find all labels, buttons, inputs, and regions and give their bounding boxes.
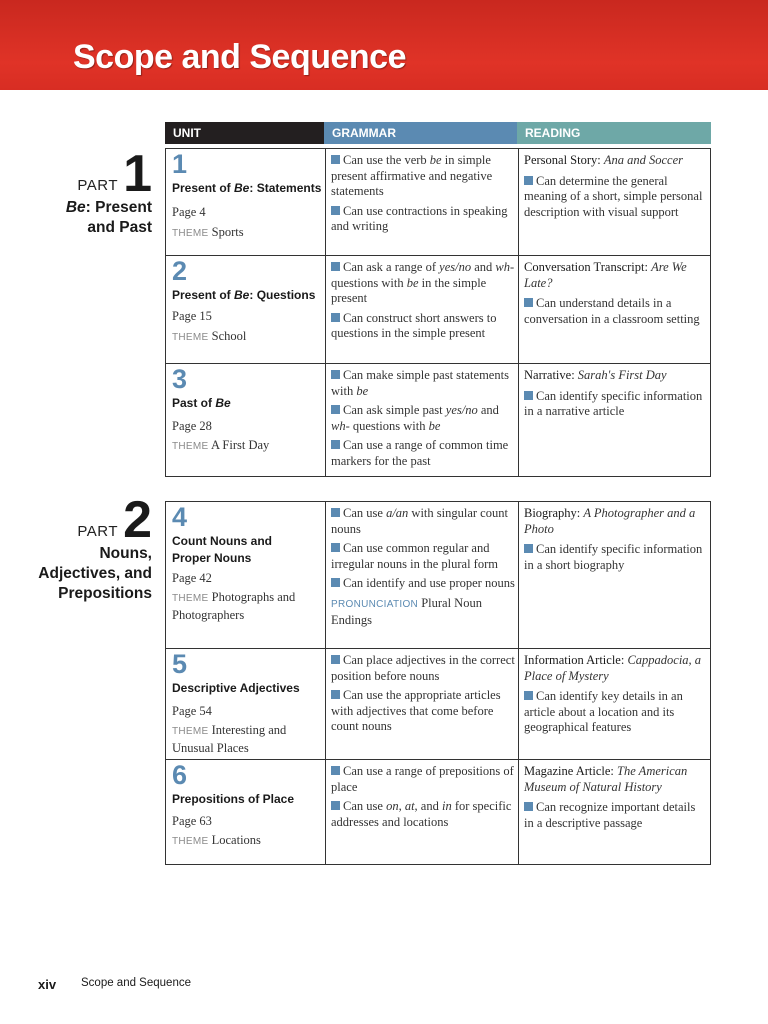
bullet-square-icon	[524, 176, 533, 185]
unit-page: Page 15	[172, 309, 212, 323]
reading-title: Conversation Transcript: Are We Late?	[524, 260, 687, 290]
part-1-label	[0, 145, 152, 238]
unit-title: Count Nouns and Proper Nouns	[172, 534, 272, 565]
bullet-square-icon	[331, 655, 340, 664]
grammar-item: Can ask simple past yes/no and wh- questions with be	[331, 403, 499, 433]
reading-item: Can identify specific information in a narrative article	[524, 388, 703, 419]
part-2-label	[0, 491, 152, 604]
reading-title: Personal Story: Ana and Soccer	[524, 153, 684, 167]
unit-row	[165, 759, 711, 865]
unit-cell	[166, 649, 326, 759]
reading-cell	[518, 149, 710, 255]
grammar-cell	[325, 364, 519, 476]
part-number: 2	[123, 491, 152, 549]
page-footer	[38, 976, 191, 994]
reading-column-header: READING	[517, 122, 711, 144]
grammar-cell	[325, 760, 519, 864]
reading-item: Can understand details in a conversation in a classroom setting	[524, 296, 700, 326]
part-word: PART	[77, 523, 118, 540]
unit-cell	[166, 256, 326, 363]
bullet-square-icon	[331, 370, 340, 379]
unit-page: Page 4	[172, 205, 206, 219]
unit-page: Page 28	[172, 419, 212, 433]
unit-cell	[166, 760, 326, 864]
bullet-square-icon	[331, 262, 340, 271]
bullet-square-icon	[524, 691, 533, 700]
unit-theme: THEME A First Day	[172, 438, 270, 452]
unit-title: Present of Be: Questions	[172, 288, 316, 302]
unit-column-header: UNIT	[165, 122, 324, 144]
grammar-item: Can make simple past statements with be	[331, 368, 509, 398]
page-title: Scope and Sequence	[73, 38, 406, 76]
unit-page: Page 63	[172, 814, 212, 828]
grammar-item: Can use a/an with singular count nouns	[331, 506, 508, 536]
bullet-square-icon	[524, 391, 533, 400]
unit-theme: THEME Interesting and Unusual Places	[172, 723, 287, 755]
unit-row	[165, 648, 711, 760]
grammar-item: Can use a range of common time markers for the past	[331, 438, 509, 468]
unit-number: 6	[172, 760, 188, 790]
bullet-square-icon	[524, 802, 533, 811]
unit-row	[165, 148, 711, 256]
unit-title: Past of Be	[172, 396, 231, 410]
grammar-item: Can construct short answers to questions in the simple present	[331, 310, 497, 341]
grammar-item: Can place adjectives in the correct position before nouns	[331, 653, 515, 683]
reading-cell	[518, 364, 710, 476]
unit-number: 3	[172, 364, 188, 394]
bullet-square-icon	[331, 801, 340, 810]
reading-item: Can identify specific information in a short biography	[524, 542, 703, 572]
grammar-item: Can use contractions in speaking and writing	[331, 203, 508, 234]
bullet-square-icon	[331, 766, 340, 775]
reading-cell	[518, 760, 710, 864]
grammar-item: Can identify and use proper nouns	[331, 576, 515, 592]
bullet-square-icon	[331, 405, 340, 414]
reading-title: Biography: A Photographer and a Photo	[524, 506, 696, 536]
unit-row	[165, 363, 711, 477]
unit-number: 4	[172, 502, 188, 532]
reading-title: Narrative: Sarah's First Day	[524, 368, 667, 382]
part-title: Nouns, Adjectives, and Prepositions	[38, 545, 152, 602]
title-banner	[0, 0, 768, 90]
reading-item: Can identify key details in an article about a location and its geographical features	[524, 689, 683, 735]
bullet-square-icon	[524, 298, 533, 307]
grammar-column-header: GRAMMAR	[324, 122, 517, 144]
bullet-square-icon	[331, 543, 340, 552]
unit-cell	[166, 502, 326, 648]
reading-cell	[518, 502, 710, 648]
reading-item: Can recognize important details in a descriptive passage	[524, 800, 696, 830]
bullet-square-icon	[524, 544, 533, 553]
unit-page: Page 54	[172, 704, 212, 718]
pronunciation-item: PRONUNCIATION Plural Noun Endings	[331, 595, 482, 627]
grammar-cell	[325, 649, 519, 759]
unit-theme: THEME School	[172, 329, 247, 343]
bullet-square-icon	[331, 313, 340, 322]
reading-title: Information Article: Cappadocia, a Place of Mystery	[524, 653, 702, 683]
unit-row	[165, 255, 711, 364]
grammar-item: Can use common regular and irregular nouns in the plural form	[331, 541, 498, 571]
bullet-square-icon	[331, 155, 340, 164]
unit-title: Prepositions of Place	[172, 792, 295, 806]
grammar-cell	[325, 256, 519, 363]
grammar-item: Can use a range of prepositions of place	[331, 764, 514, 794]
unit-number: 2	[172, 256, 188, 286]
grammar-item: Can ask a range of yes/no and wh- questions with be in the simple present	[331, 260, 515, 306]
unit-cell	[166, 149, 326, 255]
bullet-square-icon	[331, 206, 340, 215]
reading-cell	[518, 256, 710, 363]
bullet-square-icon	[331, 508, 340, 517]
bullet-square-icon	[331, 578, 340, 587]
footer-title: Scope and Sequence	[81, 977, 191, 989]
bullet-square-icon	[331, 690, 340, 699]
unit-page: Page 42	[172, 571, 212, 585]
grammar-item: Can use the appropriate articles with adjectives that come before count nouns	[331, 688, 501, 734]
bullet-square-icon	[331, 440, 340, 449]
unit-theme: THEME Photographs and Photographers	[172, 590, 296, 622]
unit-cell	[166, 364, 326, 476]
unit-number: 1	[172, 149, 188, 179]
unit-number: 5	[172, 649, 188, 679]
grammar-cell	[325, 149, 519, 255]
unit-theme: THEME Sports	[172, 225, 244, 239]
grammar-item: Can use on, at, and in for specific addresses and locations	[331, 799, 512, 829]
unit-title: Descriptive Adjectives	[172, 681, 300, 695]
grammar-cell	[325, 502, 519, 648]
unit-row	[165, 501, 711, 649]
reading-item: Can determine the general meaning of a short, simple personal description with visual support	[524, 173, 703, 219]
part-number: 1	[123, 145, 152, 203]
reading-cell	[518, 649, 710, 759]
part-word: PART	[77, 177, 118, 194]
reading-title: Magazine Article: The American Museum of Natural History	[524, 764, 688, 794]
unit-theme: THEME Locations	[172, 833, 261, 847]
grammar-item: Can use the verb be in simple present affirmative and negative statements	[331, 153, 493, 199]
page-number: xiv	[38, 977, 57, 992]
unit-title: Present of Be: Statements	[172, 181, 322, 195]
part-title: Be: Present and Past	[65, 199, 152, 236]
